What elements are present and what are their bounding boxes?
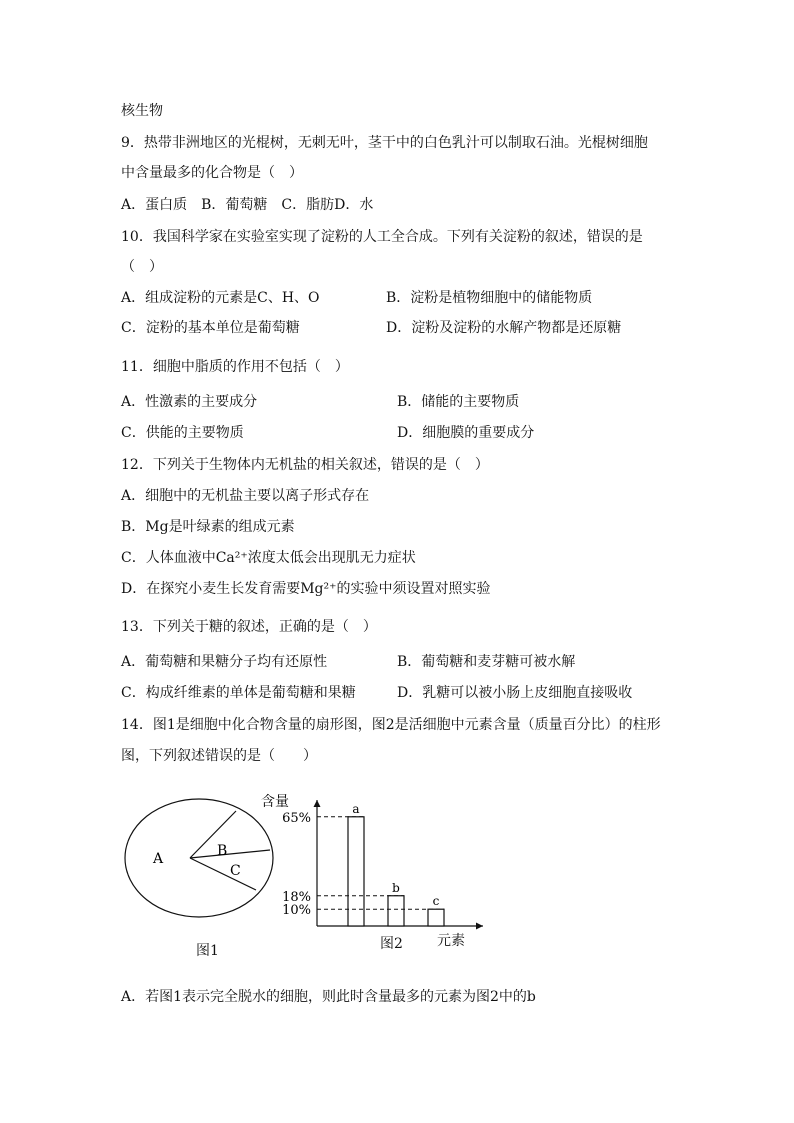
- q12-stem: 12．下列关于生物体内无机盐的相关叙述，错误的是（ ）: [121, 457, 489, 473]
- x-axis-label: 元素: [437, 933, 465, 949]
- figure1-label-b: B: [217, 843, 228, 859]
- q14-stem-line-1: 14．图1是细胞中化合物含量的扇形图，图2是活细胞中元素含量（质量百分比）的柱形: [121, 717, 661, 733]
- q12-option-c: C．人体血液中Ca²⁺浓度太低会出现肌无力症状: [121, 550, 416, 566]
- figure1-label-c: C: [230, 863, 241, 879]
- y-tick-label-b: 18%: [282, 889, 311, 905]
- q11-stem: 11．细胞中脂质的作用不包括（ ）: [121, 359, 349, 375]
- q10-stem-line-2: （ ）: [121, 259, 163, 275]
- figure1-radius-1: [190, 811, 236, 858]
- q11-option-d: D．细胞膜的重要成分: [397, 425, 535, 441]
- q9-options: A．蛋白质 B．葡萄糖 C．脂肪D．水: [121, 197, 374, 213]
- bar-label-a: a: [352, 801, 360, 816]
- q10-option-a: A．组成淀粉的元素是C、H、O: [121, 290, 320, 306]
- bar-c: [428, 909, 444, 926]
- q12-option-a: A．细胞中的无机盐主要以离子形式存在: [121, 488, 370, 504]
- figure1-caption: 图1: [196, 943, 219, 959]
- y-tick-label-a: 65%: [282, 810, 311, 826]
- q12-option-d: D．在探究小麦生长发育需要Mg²⁺的实验中须设置对照实验: [121, 581, 491, 597]
- bar-label-c: c: [432, 894, 440, 909]
- q11-option-b: B．储能的主要物质: [397, 394, 520, 410]
- bar-label-b: b: [392, 880, 400, 895]
- figure1-circle: [125, 799, 273, 917]
- q12-option-b: B．Mg是叶绿素的组成元素: [121, 519, 295, 535]
- q13-stem: 13．下列关于糖的叙述，正确的是（ ）: [121, 619, 377, 635]
- q10-stem-line-1: 10．我国科学家在实验室实现了淀粉的人工全合成。下列有关淀粉的叙述，错误的是: [121, 229, 643, 245]
- q9-stem-line-2: 中含量最多的化合物是（ ）: [121, 165, 303, 181]
- q13-option-b: B．葡萄糖和麦芽糖可被水解: [397, 654, 576, 670]
- q14-option-a: A．若图1表示完全脱水的细胞，则此时含量最多的元素为图2中的b: [121, 989, 536, 1005]
- q13-option-c: C．构成纤维素的单体是葡萄糖和果糖: [121, 685, 356, 701]
- q11-option-a: A．性激素的主要成分: [121, 394, 258, 410]
- y-axis-label: 含量: [261, 794, 289, 810]
- bar-b: [388, 896, 404, 926]
- q10-option-c: C．淀粉的基本单位是葡萄糖: [121, 320, 300, 336]
- q11-option-c: C．供能的主要物质: [121, 425, 244, 441]
- q14-stem-line-2: 图，下列叙述错误的是（ ）: [121, 748, 317, 764]
- q9-stem-line-1: 9．热带非洲地区的光棍树，无刺无叶，茎干中的白色乳汁可以制取石油。光棍树细胞: [121, 135, 648, 151]
- figure2-caption: 图2: [380, 936, 403, 952]
- q10-option-d: D．淀粉及淀粉的水解产物都是还原糖: [386, 320, 622, 336]
- figure1-label-a: A: [153, 851, 164, 867]
- q10-option-b: B．淀粉是植物细胞中的储能物质: [386, 290, 593, 306]
- q13-option-d: D．乳糖可以被小肠上皮细胞直接吸收: [397, 685, 633, 701]
- y-tick-label-c: 10%: [282, 903, 311, 919]
- figure1-radius-3: [190, 858, 256, 890]
- figure2-bar-chart: [255, 790, 495, 950]
- header-fragment: 核生物: [121, 103, 163, 119]
- q13-option-a: A．葡萄糖和果糖分子均有还原性: [121, 654, 328, 670]
